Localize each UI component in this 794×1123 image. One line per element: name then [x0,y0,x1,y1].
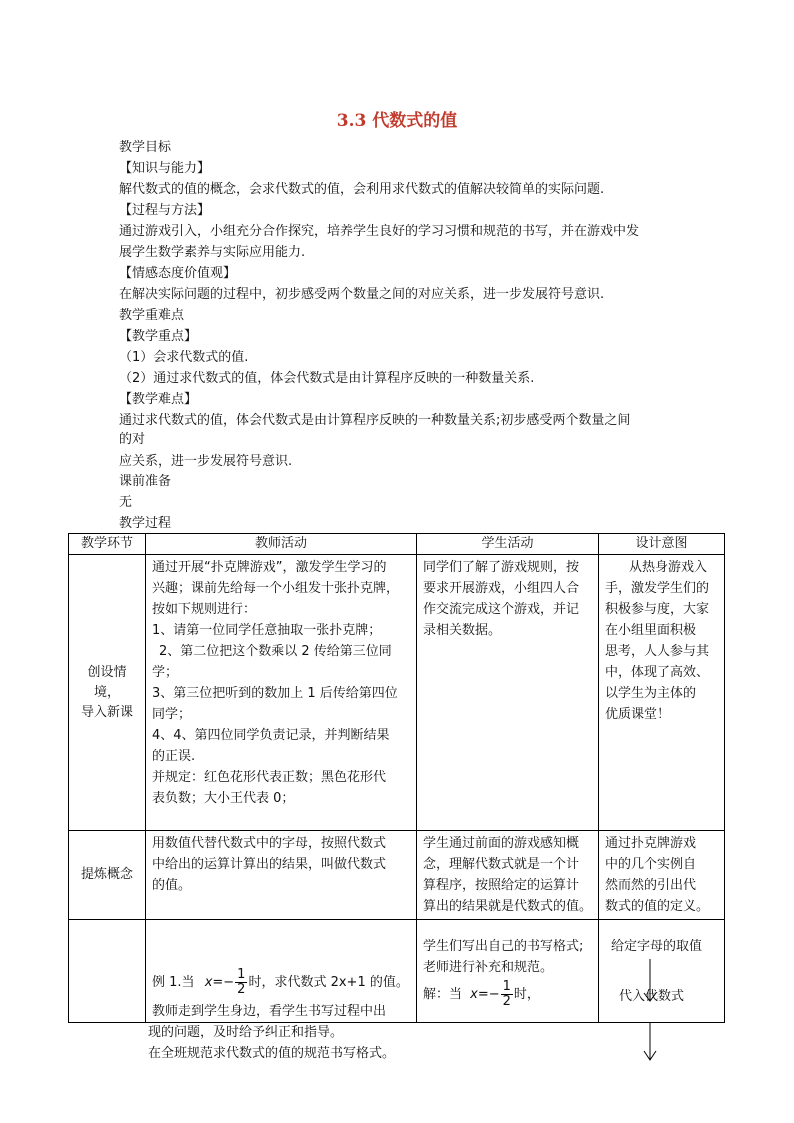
subheading-key: 【教学重点】 [119,329,198,344]
header-student-activity: 学生活动 [417,534,599,555]
teacher-activity-cell [146,831,417,920]
text-process-2: 展学生数学素养与实际应用能力. [119,245,306,260]
cell-text: 用数值代替代数式中的字母，按照代数式 [152,836,387,851]
stage-cell [69,831,146,920]
cell-text: 代入代数式 [619,989,685,1004]
text-difficulty-2: 的对 [119,432,146,447]
section-heading-keypoints: 教学重难点 [119,308,185,323]
cell-text: 念，理解代数式就是一个计 [423,857,580,872]
subheading-process: 【过程与方法】 [119,203,211,218]
subheading-difficulty: 【教学难点】 [119,392,198,407]
header-design-intent: 设计意图 [599,534,725,555]
cell-text: 同学们了解了游戏规则，按 [423,560,580,575]
text-difficulty-3: 应关系，进一步发展符号意识. [119,454,293,469]
stage-label: 导入新课 [80,704,133,720]
cell-text: 的正误. [152,749,196,764]
text-preparation: 无 [119,495,133,510]
cell-text: 要求开展游戏，小组四人合 [423,581,580,596]
cell-text: 中给出的运算计算出的结果，叫做代数式 [152,857,387,872]
example-label: 例 1.当 [152,975,195,990]
section-heading-objectives: 教学目标 [119,140,172,155]
cell-text: 2、第二位把这个数乘以 2 传给第三位同 [159,644,392,659]
cell-text: 1、请第一位同学任意抽取一张扑克牌； [152,623,382,638]
cell-text: 积极参与度，大家 [605,602,710,617]
cell-text: 算程序，按照给定的运算计 [423,878,580,893]
cell-text: 以学生为主体的 [605,686,697,701]
text-process-1: 通过游戏引入，小组充分合作探究，培养学生良好的学习习惯和规范的书写，并在游戏中发 [119,224,640,239]
cell-text: 在小组里面积极 [605,623,697,638]
cell-text: 学； [152,665,179,680]
section-heading-process: 教学过程 [119,516,172,531]
math-variable: x=− [204,975,235,990]
cell-text: 按如下规则进行： [152,602,257,617]
solution-label: 解：当 [423,987,463,1002]
header-stage: 教学环节 [69,534,146,555]
cell-text: 中，体现了高效、 [605,665,710,680]
cell-text: 同学； [152,707,192,722]
cell-text: 教师走到学生身边，看学生书写过程中出 [152,1004,387,1019]
student-activity-cell [417,920,599,1023]
solution-line [423,980,592,1009]
example-text: 时，求代数式 2x+1 的值。 [248,975,409,990]
table-header-row [69,534,725,555]
cell-text: 录相关数据。 [423,623,502,638]
student-activity-cell [417,831,599,920]
page-title: 3.3 代数式的值 [336,111,458,131]
cell-text: 学生通过前面的游戏感知概 [423,836,580,851]
stage-label: 创设情境， [87,664,127,700]
fraction-numerator: 1 [237,967,246,982]
cell-text: 学生们写出自己的书写格式; [423,939,584,954]
cell-text: 通过扑克牌游戏 [605,836,697,851]
text-key-2: （2）通过求代数式的值，体会代数式是由计算程序反映的一种数量关系. [119,371,535,386]
cell-text: 4、4、第四位同学负责记录，并判断结果 [152,728,390,743]
design-intent-cell [599,555,725,831]
fraction [501,980,513,1009]
text-key-1: （1）会求代数式的值. [119,350,249,365]
math-variable: x=− [470,987,500,1002]
cell-text: 的值。 [152,878,192,893]
subheading-attitude: 【情感态度价值观】 [119,266,237,281]
cell-text: 作交流完成这个游戏，并记 [423,602,580,617]
flow-arrow-icon [640,955,660,1065]
text-after-table-1: 现的问题，及时给予纠正和指导。 [148,1025,344,1040]
teacher-activity-cell [146,920,417,1023]
fraction-denominator: 2 [237,982,246,997]
cell-text: 数式的值的定义。 [605,899,710,914]
text-after-table-2: 在全班规范求代数式的值的规范书写格式。 [148,1046,396,1061]
text-knowledge: 解代数式的值的概念，会求代数式的值，会利用求代数式的值解决较简单的实际问题. [119,182,605,197]
cell-text: 然而然的引出代 [605,878,697,893]
table-row [69,831,725,920]
stage-label: 提炼概念 [80,867,133,882]
fraction [235,968,247,997]
cell-text: 手，激发学生们的 [605,581,710,596]
cell-text: 3、第三位把听到的数加上 1 后传给第四位 [152,686,398,701]
cell-text: 并规定：红色花形代表正数；黑色花形代 [152,770,387,785]
text-attitude: 在解决实际问题的过程中，初步感受两个数量之间的对应关系，进一步发展符号意识. [119,287,605,302]
header-teacher-activity: 教师活动 [146,534,417,555]
design-intent-cell [599,920,725,1023]
example-problem [152,968,410,997]
cell-text: 给定字母的取值 [611,939,703,954]
table-row [69,920,725,1023]
cell-text: 思考，人人参与其 [605,644,710,659]
text-difficulty-1: 通过求代数式的值，体会代数式是由计算程序反映的一种数量关系;初步感受两个数量之间 [119,413,631,428]
cell-text: 老师进行补充和规范。 [423,960,554,975]
fraction-numerator: 1 [502,979,511,994]
cell-text: 表负数；大小王代表 0； [152,791,295,806]
cell-text: 优质课堂！ [605,707,671,722]
stage-cell [69,555,146,831]
cell-text: 从热身游戏入 [629,560,708,575]
cell-text: 通过开展“扑克牌游戏”，激发学生学习的 [152,560,387,575]
section-heading-preparation: 课前准备 [119,474,172,489]
design-intent-cell [599,831,725,920]
teacher-activity-cell [146,555,417,831]
stage-cell [69,920,146,1023]
subheading-knowledge: 【知识与能力】 [119,161,211,176]
student-activity-cell [417,555,599,831]
cell-text: 兴趣；课前先给每一个小组发十张扑克牌， [152,581,400,596]
cell-text: 中的几个实例自 [605,857,697,872]
fraction-denominator: 2 [502,994,511,1009]
solution-text: 时， [513,987,540,1002]
table-row [69,555,725,831]
cell-text: 算出的结果就是代数式的值。 [423,899,593,914]
teaching-process-table [68,533,725,1023]
